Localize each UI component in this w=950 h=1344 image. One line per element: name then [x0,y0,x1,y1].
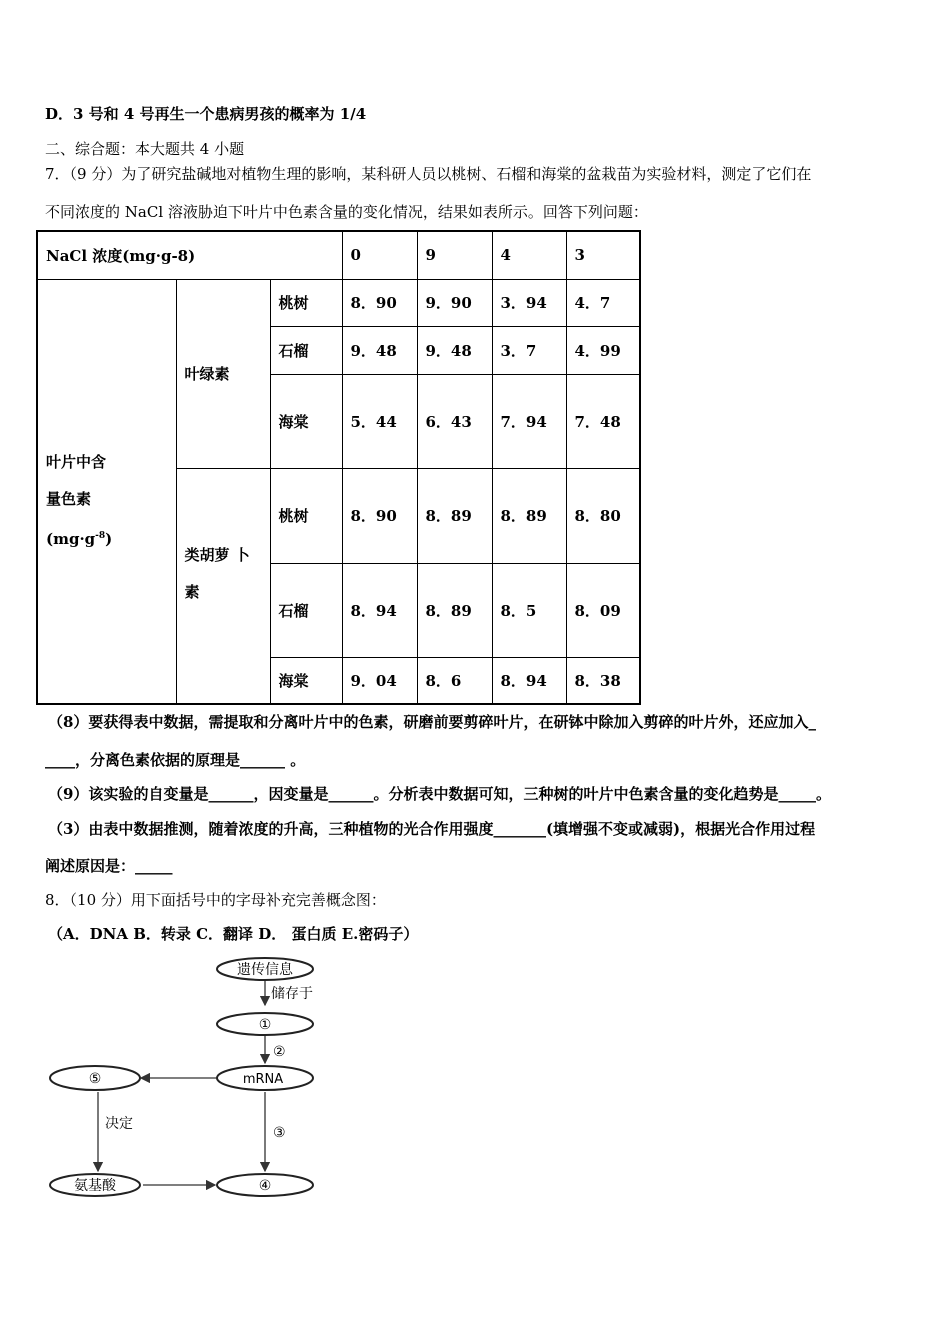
plant-name: 海棠 [270,374,342,468]
value-cell: 9．48 [342,326,417,374]
value-cell: 8．89 [492,468,566,563]
value-cell: 4．7 [566,279,640,326]
node-5-label: ⑤ [88,1071,102,1087]
plant-name: 桃树 [270,468,342,563]
concentration-cell: 0 [342,231,417,279]
q8-options: （A．DNA B．转录 C．翻译 D． 蛋白质 E.密码子） [48,925,419,943]
value-cell: 7．48 [566,374,640,468]
label-decide: 决定 [105,1116,133,1132]
node-mrna-label: mRNA [242,1072,284,1087]
plant-name: 石榴 [270,326,342,374]
plant-name: 海棠 [270,657,342,704]
option-d: D．3 号和 4 号再生一个患病男孩的概率为 1/4 [45,105,367,123]
node-amino-acid-label: 氨基酸 [74,1178,116,1194]
q7-sub3-line1: （3）由表中数据推测，随着浓度的升高，三种植物的光合作用强度_______(填增强不变或减弱)，根据光合作用过程 [48,820,816,838]
value-cell: 8．94 [492,657,566,704]
label-3: ③ [273,1125,286,1141]
node-genetic-info-label: 遗传信息 [237,962,293,978]
concentration-cell: 9 [417,231,492,279]
value-cell: 3．94 [492,279,566,326]
value-cell: 8．09 [566,563,640,657]
value-cell: 6．43 [417,374,492,468]
q8-line1: 8．（10 分）用下面括号中的字母补充完善概念图： [45,891,386,909]
q7-sub9: （9）该实验的自变量是______，因变量是______。分析表中数据可知，三种树的叶片中色素含量的变化趋势是_____。 [48,785,831,803]
pigment-chlorophyll: 叶绿素 [176,279,270,468]
value-cell: 9．90 [417,279,492,326]
value-cell: 3．7 [492,326,566,374]
row-group-unit: $(mg\cdot g^{-8})$ [46,530,113,549]
q7-sub8-line2: ____，分离色素依据的原理是______ 。 [45,751,306,769]
row-group-label-line1: 叶片中含 [46,453,107,472]
pigment-carotenoid [176,468,270,704]
header-label: NaCl 浓度(mg·g-8) [37,231,342,279]
node-1-label: ① [258,1017,272,1033]
value-cell: 5．44 [342,374,417,468]
concept-map [45,953,315,1203]
value-cell: 8．6 [417,657,492,704]
concentration-cell: 4 [492,231,566,279]
section-heading: 二、综合题：本大题共 4 小题 [45,140,245,158]
label-2: ② [273,1044,286,1060]
node-4-label: ④ [258,1178,272,1194]
plant-name: 石榴 [270,563,342,657]
pigment-carotenoid-line2: 素 [184,582,200,601]
concentration-cell: 3 [566,231,640,279]
q7-line2: 不同浓度的 NaCl 溶液胁迫下叶片中色素含量的变化情况，结果如表所示。回答下列问题： [45,203,648,221]
value-cell: 7．94 [492,374,566,468]
value-cell: 9．48 [417,326,492,374]
value-cell: 8．94 [342,563,417,657]
row-group-label-line2: 量色素 [46,490,92,509]
pigment-table [36,230,641,705]
value-cell: 8．89 [417,468,492,563]
row-group-label [37,279,176,704]
value-cell: 8．38 [566,657,640,704]
q7-line1: 7．（9 分）为了研究盐碱地对植物生理的影响，某科研人员以桃树、石榴和海棠的盆栽苗为实验材料，测定了它们在 [45,165,812,183]
table-row [37,279,640,326]
value-cell: 8．90 [342,279,417,326]
plant-name: 桃树 [270,279,342,326]
q7-sub3-line2: 阐述原因是：_____ [45,857,173,875]
value-cell: 4．99 [566,326,640,374]
value-cell: 8．89 [417,563,492,657]
table-header-row [37,231,640,279]
value-cell: 8．80 [566,468,640,563]
value-cell: 8．5 [492,563,566,657]
label-stored-in: 储存于 [271,986,313,1002]
value-cell: 9．04 [342,657,417,704]
q7-sub8-line1: （8）要获得表中数据，需提取和分离叶片中的色素，研磨前要剪碎叶片，在研钵中除加入剪碎的叶片外，还应加入_ [48,713,816,731]
value-cell: 8．90 [342,468,417,563]
pigment-carotenoid-line1: 类胡萝 卜 [184,545,250,564]
